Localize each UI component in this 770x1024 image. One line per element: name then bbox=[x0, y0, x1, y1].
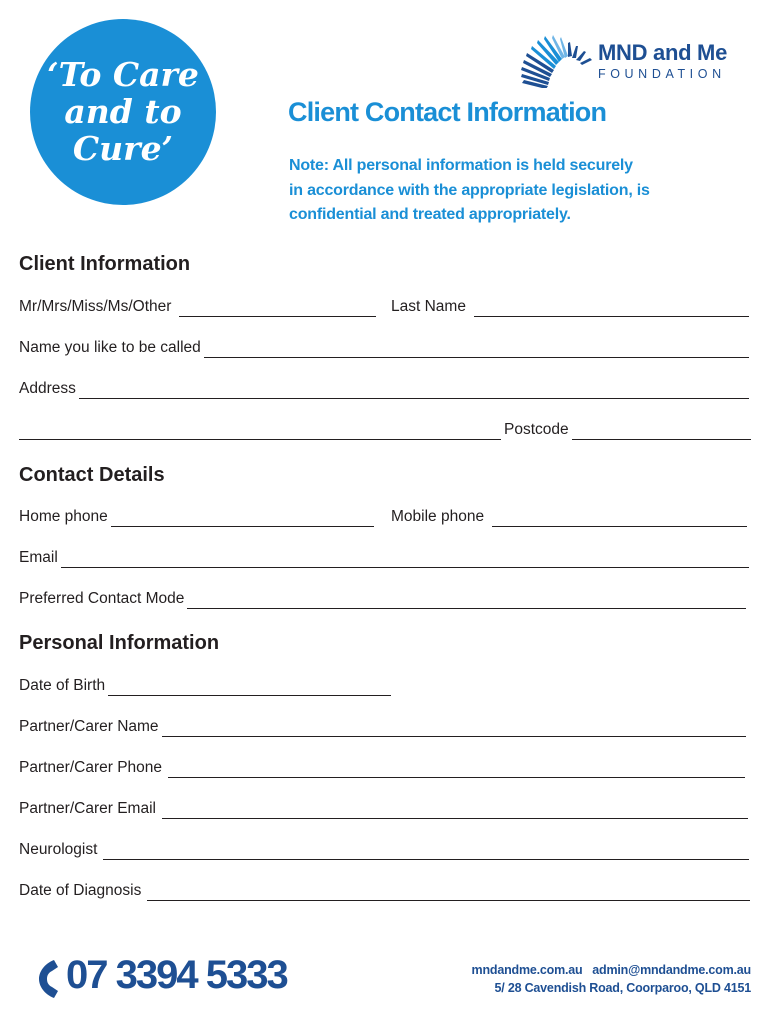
footer-address: 5/ 28 Cavendish Road, Coorparoo, QLD 4151 bbox=[494, 981, 751, 995]
carer-name-field[interactable] bbox=[19, 717, 746, 737]
carer-name-input-line[interactable] bbox=[162, 722, 746, 737]
client-information-heading: Client Information bbox=[19, 253, 191, 275]
postcode-label: Postcode bbox=[504, 421, 569, 438]
neurologist-label: Neurologist bbox=[19, 841, 98, 858]
phone-handset-icon bbox=[36, 958, 60, 1000]
personal-information-heading: Personal Information bbox=[19, 632, 220, 654]
email-link[interactable]: admin@mndandme.com.au bbox=[592, 963, 751, 977]
contact-details-heading: Contact Details bbox=[19, 464, 165, 486]
carer-email-input-line[interactable] bbox=[162, 804, 748, 819]
mobile-phone-input-line[interactable] bbox=[492, 512, 747, 527]
neurologist-field[interactable] bbox=[19, 840, 749, 860]
home-phone-input-line[interactable] bbox=[111, 512, 374, 527]
neurologist-input-line[interactable] bbox=[103, 845, 749, 860]
home-phone-field[interactable] bbox=[19, 507, 374, 527]
privacy-note: Note: All personal information is held securely in accordance with the appropriate legislation, is confidential and treated appropriately. bbox=[289, 157, 650, 223]
page-title: Client Contact Information bbox=[288, 97, 607, 127]
email-field[interactable] bbox=[19, 548, 749, 568]
logo-subtitle: FOUNDATION bbox=[598, 67, 726, 81]
carer-phone-field[interactable] bbox=[19, 758, 745, 778]
address-line-2[interactable] bbox=[19, 425, 501, 440]
preferred-name-label: Name you like to be called bbox=[19, 339, 201, 356]
title-input-line[interactable] bbox=[179, 302, 376, 317]
diagnosis-date-label: Date of Diagnosis bbox=[19, 882, 142, 899]
home-phone-label: Home phone bbox=[19, 508, 108, 525]
date-of-birth-field[interactable] bbox=[19, 676, 391, 696]
mnd-logo-icon bbox=[518, 34, 596, 88]
address-postcode-field[interactable] bbox=[19, 420, 751, 440]
mobile-phone-label: Mobile phone bbox=[391, 508, 485, 525]
last-name-input-line[interactable] bbox=[474, 302, 749, 317]
carer-name-label: Partner/Carer Name bbox=[19, 718, 159, 735]
preferred-contact-mode-field[interactable] bbox=[19, 589, 746, 609]
preferred-name-field[interactable] bbox=[19, 338, 749, 358]
address-input-line[interactable] bbox=[79, 384, 749, 399]
carer-phone-input-line[interactable] bbox=[168, 763, 745, 778]
logo-name: MND and Me bbox=[598, 40, 728, 65]
website-link[interactable]: mndandme.com.au bbox=[471, 963, 583, 977]
title-label: Mr/Mrs/Miss/Ms/Other bbox=[19, 298, 172, 315]
date-of-birth-label: Date of Birth bbox=[19, 677, 106, 694]
diagnosis-date-field[interactable] bbox=[19, 881, 750, 901]
diagnosis-date-input-line[interactable] bbox=[147, 886, 750, 901]
footer-contact-line bbox=[472, 963, 751, 977]
email-input-line[interactable] bbox=[61, 553, 749, 568]
phone-number[interactable]: 07 3394 5333 bbox=[66, 953, 287, 997]
slogan-text: ‘To Care and to Cure’ bbox=[47, 55, 199, 168]
mobile-phone-field[interactable] bbox=[391, 507, 747, 527]
title-field[interactable] bbox=[19, 297, 376, 317]
postcode-input-line[interactable] bbox=[572, 425, 751, 440]
preferred-contact-mode-input-line[interactable] bbox=[187, 594, 746, 609]
carer-email-field[interactable] bbox=[19, 799, 748, 819]
address-field[interactable] bbox=[19, 379, 749, 399]
last-name-field[interactable] bbox=[391, 297, 749, 317]
last-name-label: Last Name bbox=[391, 298, 466, 315]
preferred-name-input-line[interactable] bbox=[204, 343, 749, 358]
email-label: Email bbox=[19, 549, 58, 566]
preferred-contact-mode-label: Preferred Contact Mode bbox=[19, 590, 185, 607]
carer-phone-label: Partner/Carer Phone bbox=[19, 759, 163, 776]
carer-email-label: Partner/Carer Email bbox=[19, 800, 156, 817]
address-label: Address bbox=[19, 380, 76, 397]
date-of-birth-input-line[interactable] bbox=[108, 681, 391, 696]
